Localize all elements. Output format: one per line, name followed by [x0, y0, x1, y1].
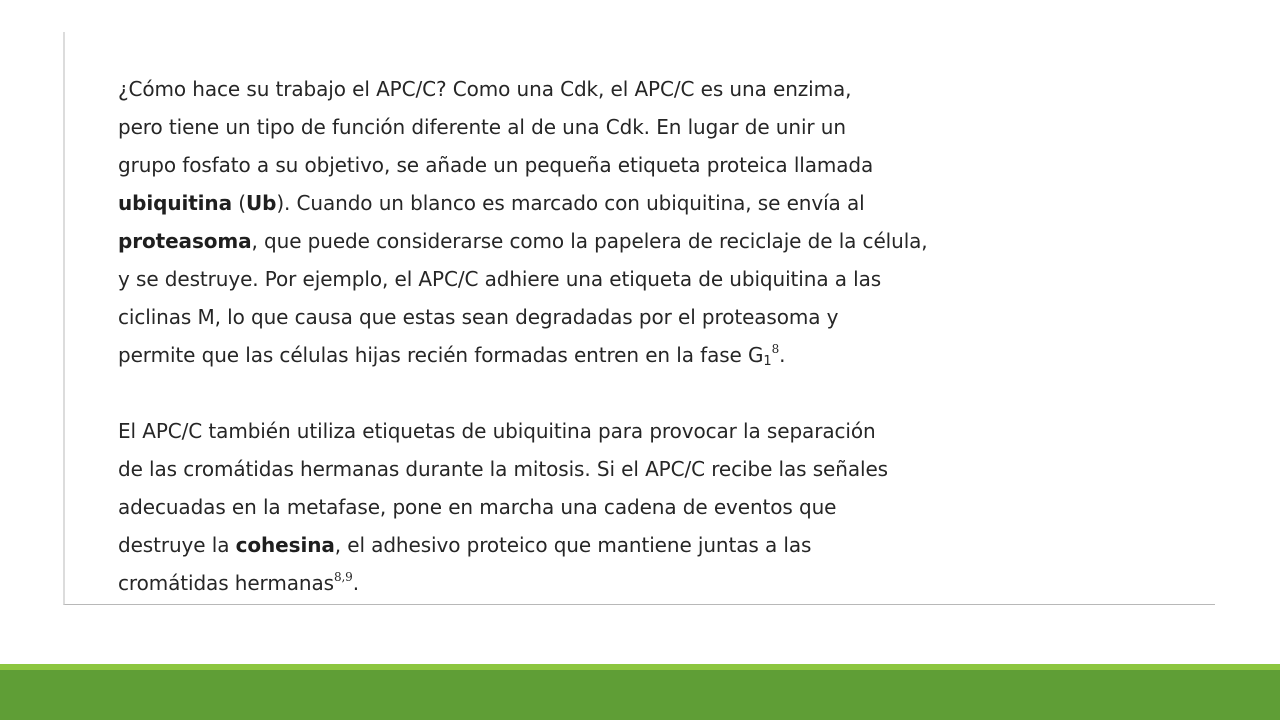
text-span: cromátidas hermanas [118, 571, 334, 595]
citation-sup: 8 [771, 342, 780, 356]
text-span: ¿Cómo hace su trabajo el APC/C? Como una Cdk, el APC/C es una enzima, [118, 77, 852, 101]
text-span: . [779, 343, 786, 367]
p1-line-3 [118, 146, 1078, 184]
text-span: , que puede considerarse como la papelera de reciclaje de la célula, [251, 229, 928, 253]
text-span: El APC/C también utiliza etiquetas de ubiquitina para provocar la separación [118, 419, 876, 443]
term-ubiquitina: ubiquitina [118, 191, 232, 215]
text-span: pero tiene un tipo de función diferente al de una Cdk. En lugar de unir un [118, 115, 846, 139]
term-proteasoma: proteasoma [118, 229, 252, 253]
content-text [118, 70, 1078, 602]
p1-line-6 [118, 260, 1078, 298]
text-span: de las cromátidas hermanas durante la mitosis. Si el APC/C recibe las señales [118, 457, 888, 481]
p1-line-4 [118, 184, 1078, 222]
term-ub: Ub [245, 191, 277, 215]
p1-line-7 [118, 298, 1078, 336]
subscript-1: 1 [763, 354, 772, 369]
p2-line-4 [118, 526, 1078, 564]
text-span: y se destruye. Por ejemplo, el APC/C adhiere una etiqueta de ubiquitina a las [118, 267, 882, 291]
p2-line-1 [118, 412, 1078, 450]
p2-line-5 [118, 564, 1078, 602]
footer-band-dark [0, 670, 1280, 720]
text-span: , el adhesivo proteico que mantiene juntas a las [334, 533, 812, 557]
p1-line-1 [118, 70, 1078, 108]
text-span: adecuadas en la metafase, pone en marcha una cadena de eventos que [118, 495, 837, 519]
citation-sup: 8,9 [333, 570, 353, 584]
p2-line-2 [118, 450, 1078, 488]
text-span: . [352, 571, 359, 595]
paragraph-gap [118, 374, 1078, 412]
text-span: ciclinas M, lo que causa que estas sean degradadas por el proteasoma y [118, 305, 839, 329]
term-cohesina: cohesina [235, 533, 335, 557]
text-span: permite que las células hijas recién formadas entren en la fase G [118, 343, 764, 367]
p2-line-3 [118, 488, 1078, 526]
text-span: ( [231, 191, 246, 215]
text-span: grupo fosfato a su objetivo, se añade un pequeña etiqueta proteica llamada [118, 153, 874, 177]
text-span: destruye la [118, 533, 236, 557]
text-span: ). Cuando un blanco es marcado con ubiquitina, se envía al [276, 191, 865, 215]
p1-line-5 [118, 222, 1078, 260]
p1-line-8 [118, 336, 1078, 374]
p1-line-2 [118, 108, 1078, 146]
